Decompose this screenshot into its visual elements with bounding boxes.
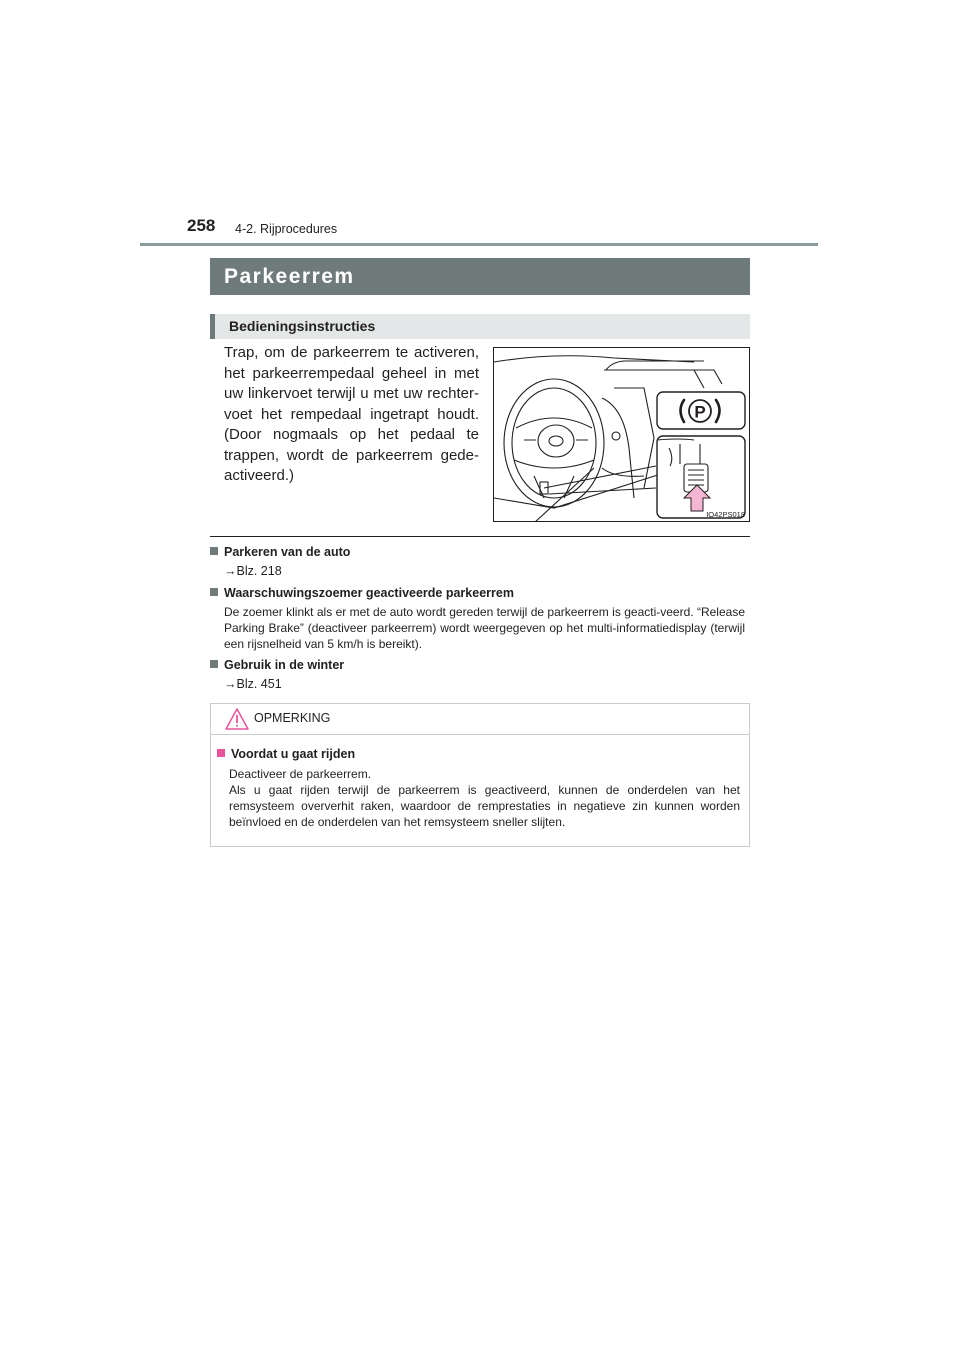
section-rule (210, 536, 750, 537)
square-bullet-icon (210, 588, 218, 596)
header-rule (140, 243, 818, 246)
chapter-title: 4-2. Rijprocedures (235, 222, 338, 236)
square-bullet-icon (210, 547, 218, 555)
note-warning-buzzer (210, 586, 750, 652)
caution-line-2: Als u gaat rijden terwijl de parkeerrem is geactiveerd, kunnen de onderdelen van het remsysteem oververhit raken, waardoor de remprestaties in negatieve zin kunnen worden beïnvloed en de onderdelen van het remsysteem sneller slijten. (229, 783, 740, 829)
note-title: Parkeren van de auto (210, 545, 750, 559)
square-bullet-icon (217, 749, 225, 757)
square-bullet-icon (210, 660, 218, 668)
subsection-title: Bedieningsinstructies (210, 314, 750, 339)
page-number: 258 (187, 216, 216, 235)
parking-brake-illustration (493, 347, 750, 522)
caution-box (210, 703, 750, 847)
section-title: Parkeerrem (210, 258, 750, 295)
caution-label: OPMERKING (254, 711, 331, 725)
note-page-reference: →Blz. 451 (224, 677, 282, 691)
parking-indicator-symbol: P (694, 402, 706, 422)
caution-title: Voordat u gaat rijden (217, 747, 355, 761)
warning-triangle-icon (225, 708, 249, 730)
note-body: De zoemer klinkt als er met de auto wordt gereden terwijl de parkeerrem is geacti-veerd. “Release Parking Brake” (deactiveer parkeerrem) wordt weergegeven op het multi-informatiedisplay (terwijl een rijsnelheid van 5 km/h is bereikt). (224, 605, 745, 651)
note-page-reference: →Blz. 218 (224, 564, 282, 578)
dashboard-drawing (494, 348, 750, 522)
note-parking (210, 545, 750, 578)
intro-paragraph: Trap, om de parkeerrem te activeren, het parkeerrempedaal geheel in met uw linkervoet terwijl u met uw rechter-voet het rempedaal ingetrapt houdt. (Door nogmaals op het pedaal te trappen, wordt de parkeerrem gede-activeerd.) (224, 344, 479, 484)
note-winter-use (210, 658, 750, 691)
note-title: Waarschuwingszoemer geactiveerde parkeerrem (210, 586, 750, 600)
figure-code: IO42PS018 (706, 510, 745, 519)
caution-body (229, 766, 740, 830)
caution-line-1: Deactiveer de parkeerrem. (229, 767, 372, 781)
caution-header (211, 704, 749, 735)
note-title: Gebruik in de winter (210, 658, 750, 672)
